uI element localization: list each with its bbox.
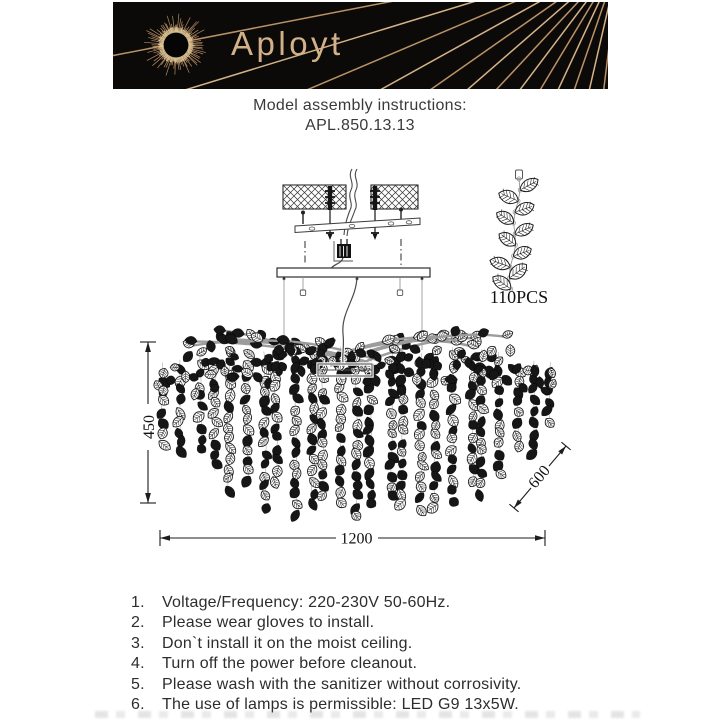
instruction-item <box>131 593 521 613</box>
sunburst-logo-icon <box>144 14 206 76</box>
dimension-height-label: 450 <box>141 415 158 439</box>
dimension-depth-label: 600 <box>525 462 554 492</box>
dimension-width-label: 1200 <box>340 530 373 548</box>
instruction-text: The use of lamps is permissible: LED G9 13x5W. <box>162 696 519 714</box>
dimension-height <box>140 342 158 503</box>
instruction-item <box>131 613 521 633</box>
instruction-text: Please wear gloves to install. <box>162 614 375 632</box>
banner-art <box>113 2 608 89</box>
title-block <box>0 96 720 136</box>
instruction-text: Don`t install it on the moist ceiling. <box>162 634 413 652</box>
instruction-item <box>131 675 521 695</box>
instruction-number: 3. <box>131 634 145 652</box>
chandelier-foliage <box>152 324 558 523</box>
assembly-instructions-title: Model assembly instructions: <box>253 97 467 114</box>
dimension-width <box>160 530 545 548</box>
photo-artifact-strip <box>95 711 640 718</box>
brand-banner <box>113 2 608 89</box>
canopy-bar <box>277 268 430 280</box>
leaf-strand-detail <box>488 170 541 294</box>
instruction-number: 2. <box>131 614 145 632</box>
instruction-text: Turn off the power before cleanout. <box>162 655 418 673</box>
model-number: APL.850.13.13 <box>305 117 415 134</box>
terminal-block <box>332 239 354 268</box>
instruction-number: 1. <box>131 594 145 611</box>
instruction-text: Voltage/Frequency: 220-230V 50-60Hz. <box>162 594 451 611</box>
instruction-item <box>131 634 521 654</box>
assembly-diagram <box>0 150 720 590</box>
dimension-depth <box>509 442 570 512</box>
instruction-number: 6. <box>131 696 145 714</box>
instruction-item <box>131 654 521 674</box>
instruction-text: Please wash with the sanitizer without corrosivity. <box>162 675 522 693</box>
mounting-bracket <box>295 208 420 266</box>
instructions-list <box>131 593 521 715</box>
parts-count-label: 110PCS <box>489 287 549 307</box>
instruction-number: 4. <box>131 655 145 673</box>
brand-wordmark: Aployt <box>231 25 344 62</box>
instruction-number: 5. <box>131 675 145 693</box>
